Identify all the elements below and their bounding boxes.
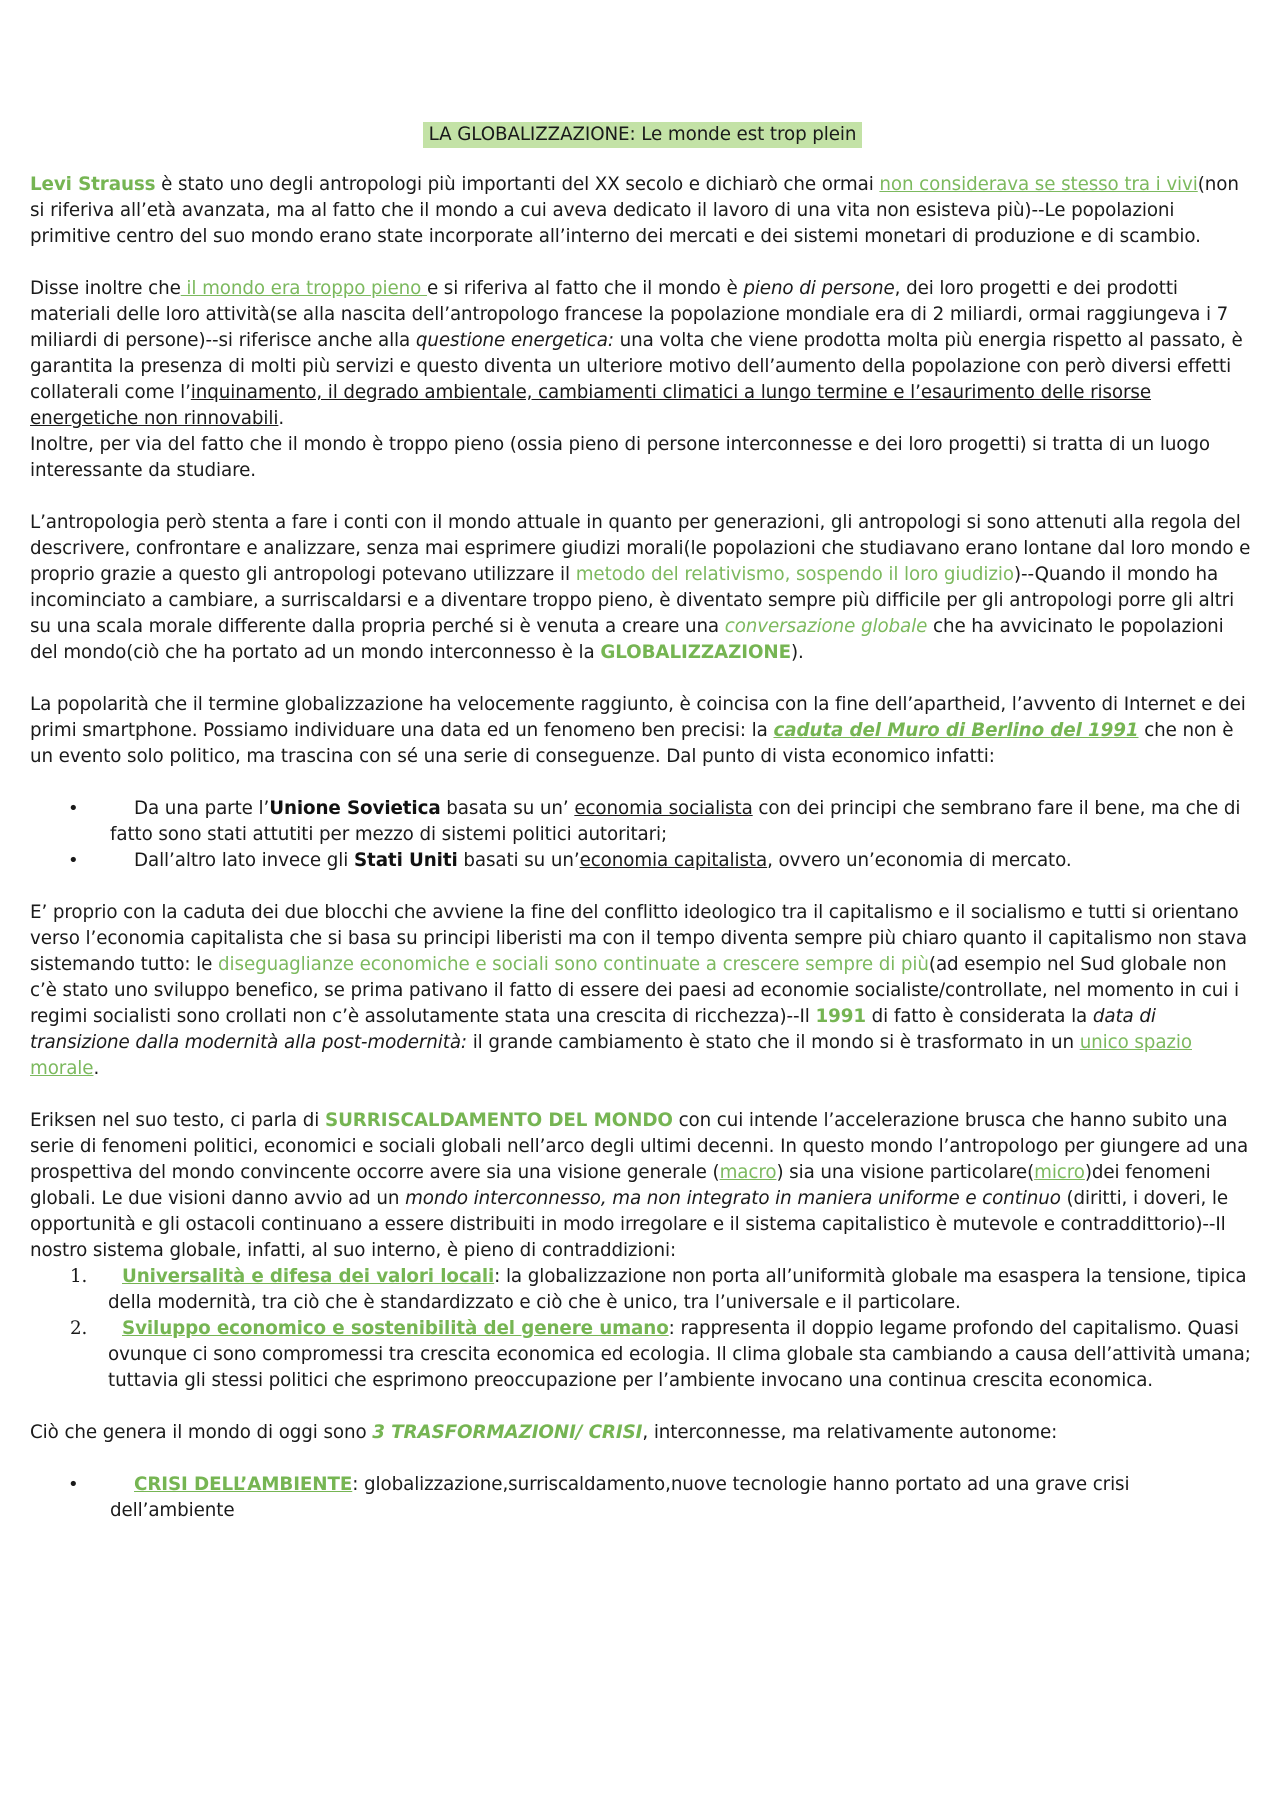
title-wrapper bbox=[30, 122, 1255, 148]
paragraph-troppo-pieno: Disse inoltre che il mondo era troppo pieno e si riferiva al fatto che il mondo è pieno di persone, dei loro progetti e dei prodotti materiali delle loro attività(se alla nascita dell’antropologo francese la popolazione mondiale era di 2 miliardi, ormai raggiungeva i 7 miliardi di persone)--si riferisce anche alla questione energetica: una volta che viene prodotta molta più energia rispetto al passato, è garantita la presenza di molti più servizi e questo diventa un ulteriore motivo dell’aumento della popolazione con però diversi effetti collaterali come l’inquinamento, il degrado ambientale, cambiamenti climatici a lungo termine e l’esaurimento delle risorse energetiche non rinnovabili. Inoltre, per via del fatto che il mondo è troppo pieno (ossia pieno di persone interconnesse e dei loro progetti) si tratta di un luogo interessante da studiare. bbox=[30, 278, 1243, 481]
highlight-phrase: metodo del relativismo, sospendo il loro giudizio bbox=[575, 564, 1014, 585]
highlight-phrase: conversazione globale bbox=[724, 616, 928, 637]
paragraph-trasformazioni: Ciò che genera il mondo di oggi sono 3 TRASFORMAZIONI/ CRISI, interconnesse, ma relativamente autonome: bbox=[30, 1422, 1058, 1443]
paragraph-antropologia: L’antropologia però stenta a fare i conti con il mondo attuale in quanto per generazioni, gli antropologi si sono attenuti alla regola del descrivere, confrontare e analizzare, senza mai esprimere giudizi morali(le popolazioni che studiavano erano lontane dal loro mondo e proprio grazie a questo gli antropologi potevano utilizzare il metodo del relativismo, sospendo il loro giudizio)--Quando il mondo ha incominciato a cambiare, a surriscaldarsi e a diventare troppo pieno, è diventato sempre più difficile per gli antropologi porre gli altri su una scala morale differente dalla propria perché si è venuta a creare una conversazione globale che ha avvicinato le popolazioni del mondo(ciò che ha portato ad un mondo interconnesso è la GLOBALIZZAZIONE). bbox=[30, 512, 1251, 663]
underlined-phrase: inquinamento, il degrado ambientale, cambiamenti climatici a lungo termine e l’esaurimento delle risorse energetiche non rinnovabili bbox=[30, 382, 1151, 429]
paragraph-caduta-blocchi: E’ proprio con la caduta dei due blocchi che avviene la fine del conflitto ideologico tra il capitalismo e il socialismo e tutti si orientano verso l’economia capitalista che si basa su principi liberisti ma con il tempo diventa sempre più chiaro quanto il capitalismo non stava sistemando tutto: le diseguaglianze economiche e sociali sono continuate a crescere sempre di più(ad esempio nel Sud globale non c’è stato uno sviluppo benefico, se prima pativano il fatto di essere dei paesi ad economie socialiste/controllate, nel momento in cui i regimi socialisti sono crollati non c’è assolutamente stata una crescita di ricchezza)--Il 1991 di fatto è considerata la data di transizione dalla modernità alla post-modernità: il grande cambiamento è stato che il mondo si è trasformato in un unico spazio morale. bbox=[30, 902, 1247, 1079]
highlight-keyword: GLOBALIZZAZIONE bbox=[600, 642, 791, 663]
paragraph-eriksen: Eriksen nel suo testo, ci parla di SURRISCALDAMENTO DEL MONDO con cui intende l’accelerazione brusca che hanno subito una serie di fenomeni politici, economici e sociali globali nell’arco degli ultimi decenni. In questo mondo l’antropologo per giungere ad una prospettiva del mondo convincente occorre avere sia una visione generale (macro) sia una visione particolare(micro)dei fenomeni globali. Le due visioni danno avvio ad un mondo interconnesso, ma non integrato in maniera uniforme e continuo (diritti, i doveri, le opportunità e gli ostacoli continuano a essere distribuiti in modo irregolare e il sistema capitalistico è mutevole e contraddittorio)--Il nostro sistema globale, infatti, al suo interno, è pieno di contraddizioni: bbox=[30, 1110, 1249, 1261]
name-highlight: Levi Strauss bbox=[30, 174, 156, 195]
document-page bbox=[30, 122, 1255, 1550]
paragraph-levi-strauss: Levi Strauss è stato uno degli antropologi più importanti del XX secolo e dichiarò che ormai non considerava se stesso tra i vivi(non si riferiva all’età avanzata, ma al fatto che il mondo a cui aveva dedicato il lavoro di una vita non esisteva più)--Le popolazioni primitive centro del suo mondo erano state incorporate all’interno dei mercati e dei sistemi monetari di produzione e di scambio. bbox=[30, 174, 1239, 247]
highlight-phrase: il mondo era troppo pieno bbox=[180, 278, 427, 299]
highlight-phrase: caduta del Muro di Berlino del 1991 bbox=[773, 720, 1139, 741]
highlight-phrase: diseguaglianze economiche e sociali sono continuate a crescere sempre di più bbox=[218, 954, 929, 975]
highlight-phrase: micro bbox=[1034, 1162, 1085, 1183]
highlight-keyword: 3 TRASFORMAZIONI/ CRISI bbox=[372, 1422, 643, 1443]
list-item: • CRISI DELL’AMBIENTE: globalizzazione,surriscaldamento,nuove tecnologie hanno portato ad una grave crisi dell’ambiente bbox=[30, 1472, 1255, 1524]
highlight-phrase: unico spazio morale bbox=[30, 1032, 1192, 1079]
highlight-phrase: non considerava se stesso tra i vivi bbox=[879, 174, 1198, 195]
highlight-keyword: 1991 bbox=[815, 1006, 866, 1027]
page-title: LA GLOBALIZZAZIONE: Le monde est trop plein bbox=[423, 122, 863, 148]
list-item: • Dall’altro lato invece gli Stati Uniti basati su un’economia capitalista, ovvero un’economia di mercato. bbox=[30, 848, 1255, 874]
highlight-phrase: macro bbox=[719, 1162, 777, 1183]
bullet-list-crisi bbox=[30, 1472, 1255, 1524]
paragraph-popolarita: La popolarità che il termine globalizzazione ha velocemente raggiunto, è coincisa con la fine dell’apartheid, l’avvento di Internet e dei primi smartphone. Possiamo individuare una data ed un fenomeno ben precisi: la caduta del Muro di Berlino del 1991 che non è un evento solo politico, ma trascina con sé una serie di conseguenze. Dal punto di vista economico infatti: bbox=[30, 694, 1246, 767]
numbered-list-contraddizioni bbox=[30, 1264, 1255, 1394]
list-item: 2. Sviluppo economico e sostenibilità del genere umano: rappresenta il doppio legame profondo del capitalismo. Quasi ovunque ci sono compromessi tra crescita economica ed ecologia. Il clima globale sta cambiando a causa dell’attività umana; tuttavia gli stessi politici che esprimono preoccupazione per l’ambiente invocano una continua crescita economica. bbox=[70, 1318, 1251, 1391]
list-item: 1. Universalità e difesa dei valori locali: la globalizzazione non porta all’uniformità globale ma esaspera la tensione, tipica della modernità, tra ciò che è standardizzato e ciò che è unico, tra l’universale e il particolare. bbox=[70, 1266, 1247, 1313]
bullet-list-economie bbox=[30, 796, 1255, 874]
highlight-keyword: SURRISCALDAMENTO DEL MONDO bbox=[325, 1110, 673, 1131]
list-item: • Da una parte l’Unione Sovietica basata su un’ economia socialista con dei principi che sembrano fare il bene, ma che di fatto sono stati attutiti per mezzo di sistemi politici autoritari; bbox=[30, 796, 1255, 848]
